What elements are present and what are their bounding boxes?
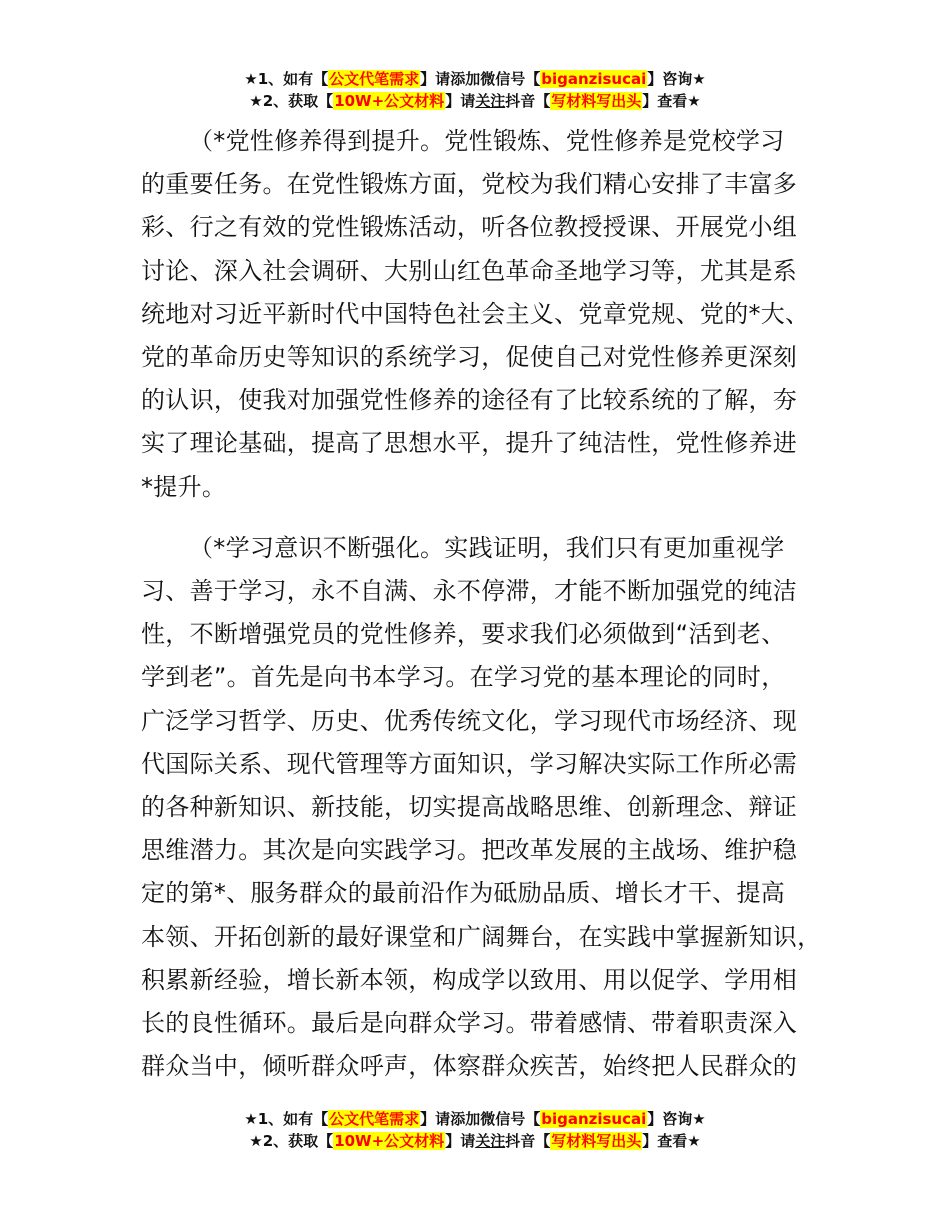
text-line: 性，不断增强党员的党性修养，要求我们必须做到“活到老、 [141, 620, 786, 649]
banner-text: 添加 [450, 70, 481, 88]
banner-line-1 [0, 1108, 950, 1130]
text-line: 本领、开拓创新的最好课堂和广阔舞台，在实践中掌握新知识， [141, 922, 822, 951]
footer-banner [0, 1108, 950, 1152]
text-line: 习、善于学习，永不自满、永不停滞，才能不断加强党的纯洁 [141, 577, 798, 606]
text-line: 彩、行之有效的党性锻炼活动，听各位教授授课、开展党小组 [141, 213, 798, 242]
banner-text: 】请 [445, 1132, 476, 1150]
text-line: 思维潜力。其次是向实践学习。把改革发展的主战场、维护稳 [141, 836, 798, 865]
highlight-wechat-id: biganzisucai [541, 70, 647, 88]
banner-text: 添加 [450, 1110, 481, 1128]
banner-text: 】咨询★ [647, 70, 706, 88]
banner-text: 微信号【 [480, 70, 541, 88]
text-line: （*党性修养得到提升。党性锻炼、党性修养是党校学习 [189, 127, 785, 155]
header-banner [0, 68, 950, 112]
banner-text: ★1、如有【 [244, 70, 329, 88]
text-line: 长的良性循环。最后是向群众学习。带着感情、带着职责深入 [141, 1009, 798, 1038]
highlight-materials: 10W+公文材料 [334, 1132, 445, 1150]
banner-text: 】查看★ [642, 1132, 701, 1150]
banner-text: 】查看★ [642, 92, 701, 110]
banner-text: 】咨询★ [647, 1110, 706, 1128]
highlight-materials: 10W+公文材料 [334, 92, 445, 110]
banner-text: 】请 [420, 70, 451, 88]
text-line: 的各种新知识、新技能，切实提高战略思维、创新理念、辩证 [141, 793, 798, 822]
text-line: 党的革命历史等知识的系统学习，促使自己对党性修养更深刻 [141, 343, 798, 372]
text-line: 积累新经验，增长新本领，构成学以致用、用以促学、学用相 [141, 965, 798, 994]
document-body [141, 120, 841, 1088]
text-line: 群众当中，倾听群众呼声，体察群众疾苦，始终把人民群众的 [141, 1052, 798, 1081]
text-line: 的认识，使我对加强党性修养的途径有了比较系统的了解，夯 [141, 386, 798, 415]
highlight-service: 公文代笔需求 [329, 70, 420, 88]
banner-text: 抖音【 [505, 1132, 551, 1150]
banner-text: ★2、获取【 [249, 92, 334, 110]
text-line: 实了理论基础，提高了思想水平，提升了纯洁性，党性修养进 [141, 429, 798, 458]
text-line: 定的第*、服务群众的最前沿作为砥励品质、增长才干、提高 [141, 879, 786, 908]
banner-text: 】请 [420, 1110, 451, 1128]
highlight-douyin: 写材料写出头 [551, 92, 642, 110]
text-line: 统地对习近平新时代中国特色社会主义、党章党规、党的*大、 [141, 299, 810, 328]
paragraph-gap [141, 509, 841, 527]
highlight-service: 公文代笔需求 [329, 1110, 420, 1128]
text-line: 广泛学习哲学、历史、优秀传统文化，学习现代市场经济、现 [141, 706, 798, 735]
text-line: 学到老”。首先是向书本学习。在学习党的基本理论的同时， [141, 663, 786, 692]
banner-text: 】请 [445, 92, 476, 110]
paragraph-1 [141, 120, 841, 509]
banner-text: ★1、如有【 [244, 1110, 329, 1128]
banner-text: ★2、获取【 [249, 1132, 334, 1150]
banner-text: 关注 [475, 1132, 506, 1150]
text-line: *提升。 [141, 472, 227, 501]
paragraph-2 [141, 527, 841, 1089]
banner-text: 抖音【 [505, 92, 551, 110]
highlight-douyin: 写材料写出头 [551, 1132, 642, 1150]
highlight-wechat-id: biganzisucai [541, 1110, 647, 1128]
banner-text: 关注 [475, 92, 506, 110]
banner-text: 微信号【 [480, 1110, 541, 1128]
text-line: 代国际关系、现代管理等方面知识，学习解决实际工作所必需 [141, 749, 798, 778]
banner-line-1 [0, 68, 950, 90]
banner-line-2 [0, 90, 950, 112]
text-line: （*学习意识不断强化。实践证明，我们只有更加重视学 [189, 533, 785, 562]
text-line: 讨论、深入社会调研、大别山红色革命圣地学习等，尤其是系 [141, 256, 798, 285]
text-line: 的重要任务。在党性锻炼方面，党校为我们精心安排了丰富多 [141, 170, 798, 199]
banner-line-2 [0, 1130, 950, 1152]
